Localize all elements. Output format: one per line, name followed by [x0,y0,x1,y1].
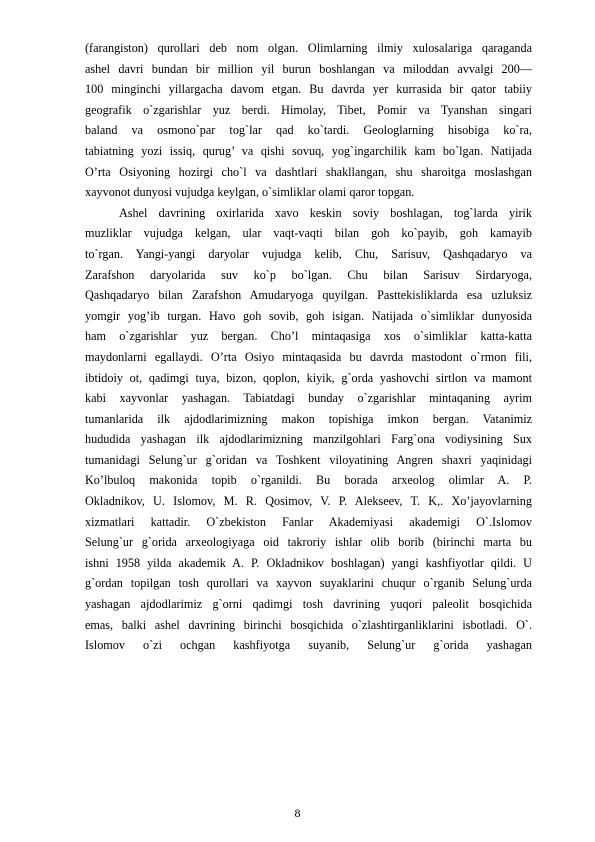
text-line: tumanlarida ilk ajdodlarimizning makon topishiga imkon bergan. Vatanimiz [85,411,532,426]
text-line: tabiatning yozi issiq, qurug’ va qishi sovuq, yog`ingarchilik kam bo`lgan. Natijada [85,143,532,158]
text-line: yomgir yog’ib turgan. Havo goh sovib, goh isigan. Natijada o`simliklar dunyosida [85,308,532,323]
text-line: xizmatlari kattadir. O`zbekiston Fanlar Akademiyasi akademigi O`.Islomov [85,514,532,529]
page-number: 8 [294,806,301,820]
text-line: ashel davri bundan bir million yil burun boshlangan va miloddan avvalgi 200— [85,61,532,76]
text-line: g`ordan topilgan tosh qurollari va xayvon suyaklarini chuqur o`rganib Selung`urda [85,576,532,591]
text-line: to`rgan. Yangi-yangi daryolar vujudga kelib, Chu, Sarisuv, Qashqadaryo va [85,246,532,261]
text-line: geografik o`zgarishlar yuz berdi. Himolay, Tibet, Pomir va Tyanshan singari [85,102,532,117]
text-line: Zarafshon daryolarida suv ko`p bo`lgan. Chu bilan Sarisuv Sirdaryoga, [85,267,532,282]
text-line: emas, balki ashel davrining birinchi bosqichida o`zlashtirganliklarini isbotladi. O`. [85,617,532,632]
text-line: muzliklar vujudga kelgan, ular vaqt-vaqti bilan goh ko`payib, goh kamayib [85,226,532,241]
text-line: Selung`ur g`orida arxeologiyaga oid takroriy ishlar olib borib (birinchi marta bu [85,535,532,550]
text-line: baland va osmono`par tog`lar qad ko`tardi. Geologlarning hisobiga ko`ra, [85,123,532,138]
body-text [85,38,532,656]
text-line: Okladnikov, U. Islomov, M. R. Qosimov, V. P. Alekseev, T. K,. Xo’jayovlarning [85,494,532,509]
text-line: ibtidoiy ot, qadimgi tuya, bizon, qoplon, kiyik, g`orda yashovchi sirtlon va mamont [85,370,532,385]
text-line: Ko’lbuloq makonida topib o`rganildi. Bu borada arxeolog olimlar A. P. [85,473,532,488]
text-line: (farangiston) qurollari deb nom olgan. Olimlarning ilmiy xulosalariga qaraganda [85,41,532,55]
text-line: ishni 1958 yilda akademik A. P. Okladnikov boshlagan) yangi kashfiyotlar qildi. U [85,555,532,570]
text-line: O’rta Osiyoning hozirgi cho`l va dashtlari shakllangan, shu sharoitga moslashgan [85,164,532,179]
text-line: tumanidagi Selung`ur g`oridan va Toshkent viloyatining Angren shaxri yaqinidagi [85,452,532,467]
text-line: kabi xayvonlar yashagan. Tabiatdagi bunday o`zgarishlar mintaqaning ayrim [85,391,532,406]
text-line: ham o`zgarishlar yuz bergan. Cho’l mintaqasiga xos o`simliklar katta-katta [85,329,532,344]
text-line: maydonlarni egallaydi. O’rta Osiyo mintaqasida bu davrda mastodont o`rmon fili, [85,349,532,364]
paragraph-first-line: Ashel davrining oxirlarida xavo keskin soviy boshlagan, tog`larda yirik [119,205,532,220]
text-line: Qashqadaryo bilan Zarafshon Amudaryoga quyilgan. Pasttekisliklarda esa uzluksiz [85,288,532,303]
text-line: hududida yashagan ilk ajdodlarimizning manzilgohlari Farg`ona vodiysining Sux [85,432,532,447]
paragraph-last-line: xayvonot dunyosi vujudga keylgan, o`simliklar olami qaror topgan. [85,185,415,200]
text-line: 100 minginchi yillargacha davom etgan. Bu davrda yer kurrasida bir qator tabiiy [85,82,532,97]
text-line: yashagan ajdodlarimiz g`orni qadimgi tosh davrining yuqori paleolit bosqichida [85,597,532,612]
text-line: Islomov o`zi ochgan kashfiyotga suyanib, Selung`ur g`orida yashagan [85,638,532,653]
